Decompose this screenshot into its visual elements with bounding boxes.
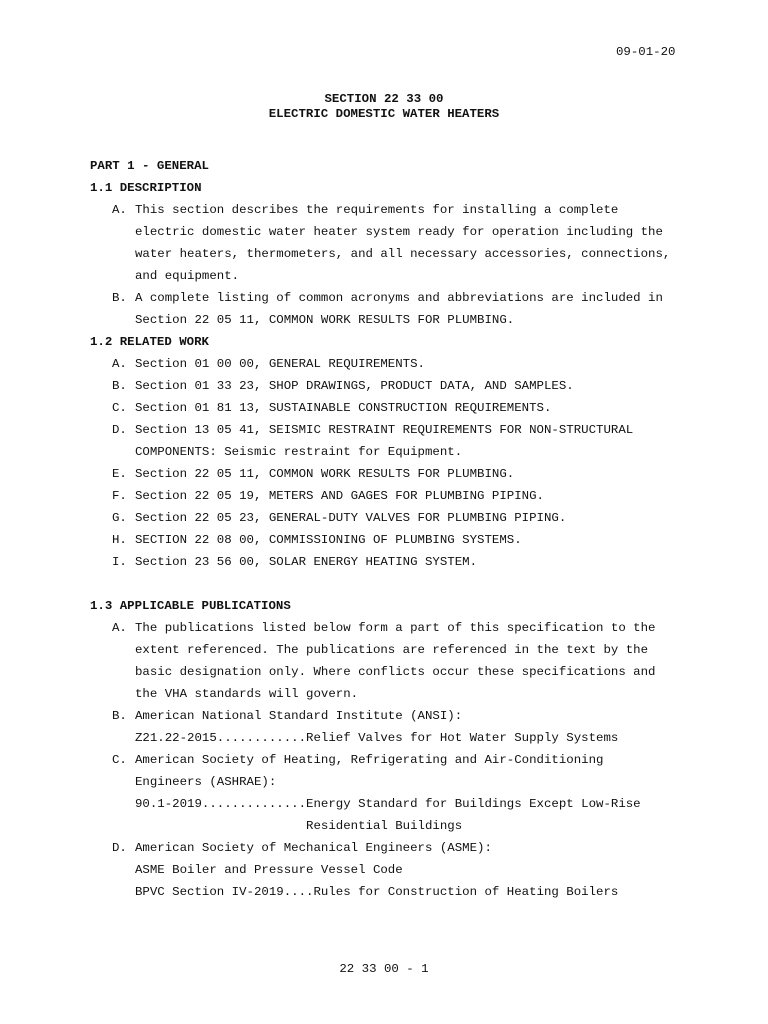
document-body bbox=[90, 155, 710, 903]
list-item bbox=[90, 551, 710, 573]
item-text: Section 22 05 23, GENERAL-DUTY VALVES FOR PLUMBING PIPING. bbox=[135, 511, 567, 525]
item-letter: C. bbox=[112, 401, 127, 415]
item-text: Section 01 00 00, GENERAL REQUIREMENTS. bbox=[135, 357, 425, 371]
subsection-heading-related-work: 1.2 RELATED WORK bbox=[90, 335, 209, 349]
item-text: A complete listing of common acronyms and abbreviations are included in Section 22 05 11, COMMON WORK RESULTS FOR PLUMBING. bbox=[135, 291, 663, 327]
page-footer: 22 33 00 - 1 bbox=[339, 962, 429, 976]
item-letter: D. bbox=[112, 841, 127, 855]
item-letter: D. bbox=[112, 423, 127, 437]
item-letter: B. bbox=[112, 291, 127, 305]
list-item bbox=[90, 199, 710, 287]
item-text: Section 22 05 19, METERS AND GAGES FOR PLUMBING PIPING. bbox=[135, 489, 544, 503]
list-item bbox=[90, 287, 710, 331]
list-item bbox=[90, 463, 710, 485]
list-item bbox=[90, 529, 710, 551]
list-item bbox=[90, 507, 710, 529]
item-text: Section 22 05 11, COMMON WORK RESULTS FOR PLUMBING. bbox=[135, 467, 515, 481]
list-item bbox=[90, 375, 710, 397]
item-text: This section describes the requirements for installing a complete electric domestic water heater system ready for operation including the water heaters, thermometers, and all necessary accessories, connections, and equipment. bbox=[135, 203, 671, 283]
item-letter: F. bbox=[112, 489, 127, 503]
item-text: American Society of Heating, Refrigerating and Air-Conditioning Engineers (ASHRAE): 90.1-2019..............Energy Standard for Buildings Except Low-Rise Residential Buildings bbox=[135, 753, 641, 833]
list-item bbox=[90, 485, 710, 507]
item-letter: A. bbox=[112, 357, 127, 371]
header-date: 09-01-20 bbox=[616, 45, 676, 59]
item-letter: B. bbox=[112, 709, 127, 723]
item-text: The publications listed below form a part of this specification to the extent referenced. The publications are referenced in the text by the basic designation only. Where conflicts occur these specifications and the VHA standards will govern. bbox=[135, 621, 656, 701]
item-text: Section 23 56 00, SOLAR ENERGY HEATING SYSTEM. bbox=[135, 555, 478, 569]
item-letter: H. bbox=[112, 533, 127, 547]
item-letter: A. bbox=[112, 621, 127, 635]
item-text: Section 13 05 41, SEISMIC RESTRAINT REQUIREMENTS FOR NON-STRUCTURAL COMPONENTS: Seismic restraint for Equipment. bbox=[135, 423, 634, 459]
subsection-heading-description: 1.1 DESCRIPTION bbox=[90, 181, 202, 195]
list-item bbox=[90, 705, 710, 749]
item-text: American Society of Mechanical Engineers (ASME): ASME Boiler and Pressure Vessel Code BPVC Section IV-2019....Rules for Construction of Heating Boilers bbox=[135, 841, 619, 899]
item-letter: B. bbox=[112, 379, 127, 393]
item-text: SECTION 22 08 00, COMMISSIONING OF PLUMBING SYSTEMS. bbox=[135, 533, 522, 547]
list-item bbox=[90, 617, 710, 705]
list-item bbox=[90, 397, 710, 419]
item-letter: C. bbox=[112, 753, 127, 767]
item-letter: G. bbox=[112, 511, 127, 525]
item-text: Section 01 81 13, SUSTAINABLE CONSTRUCTION REQUIREMENTS. bbox=[135, 401, 552, 415]
item-letter: E. bbox=[112, 467, 127, 481]
item-text: Section 01 33 23, SHOP DRAWINGS, PRODUCT DATA, AND SAMPLES. bbox=[135, 379, 574, 393]
section-title: ELECTRIC DOMESTIC WATER HEATERS bbox=[268, 107, 500, 121]
list-item bbox=[90, 353, 710, 375]
spacer bbox=[90, 573, 710, 595]
subsection-heading-publications: 1.3 APPLICABLE PUBLICATIONS bbox=[90, 599, 291, 613]
item-letter: I. bbox=[112, 555, 127, 569]
item-letter: A. bbox=[112, 203, 127, 217]
part-heading: PART 1 - GENERAL bbox=[90, 159, 209, 173]
list-item bbox=[90, 837, 710, 903]
list-item bbox=[90, 419, 710, 463]
list-item bbox=[90, 749, 710, 837]
section-number: SECTION 22 33 00 bbox=[324, 92, 444, 106]
item-text: American National Standard Institute (ANSI): Z21.22-2015............Relief Valves for Hot Water Supply Systems bbox=[135, 709, 619, 745]
